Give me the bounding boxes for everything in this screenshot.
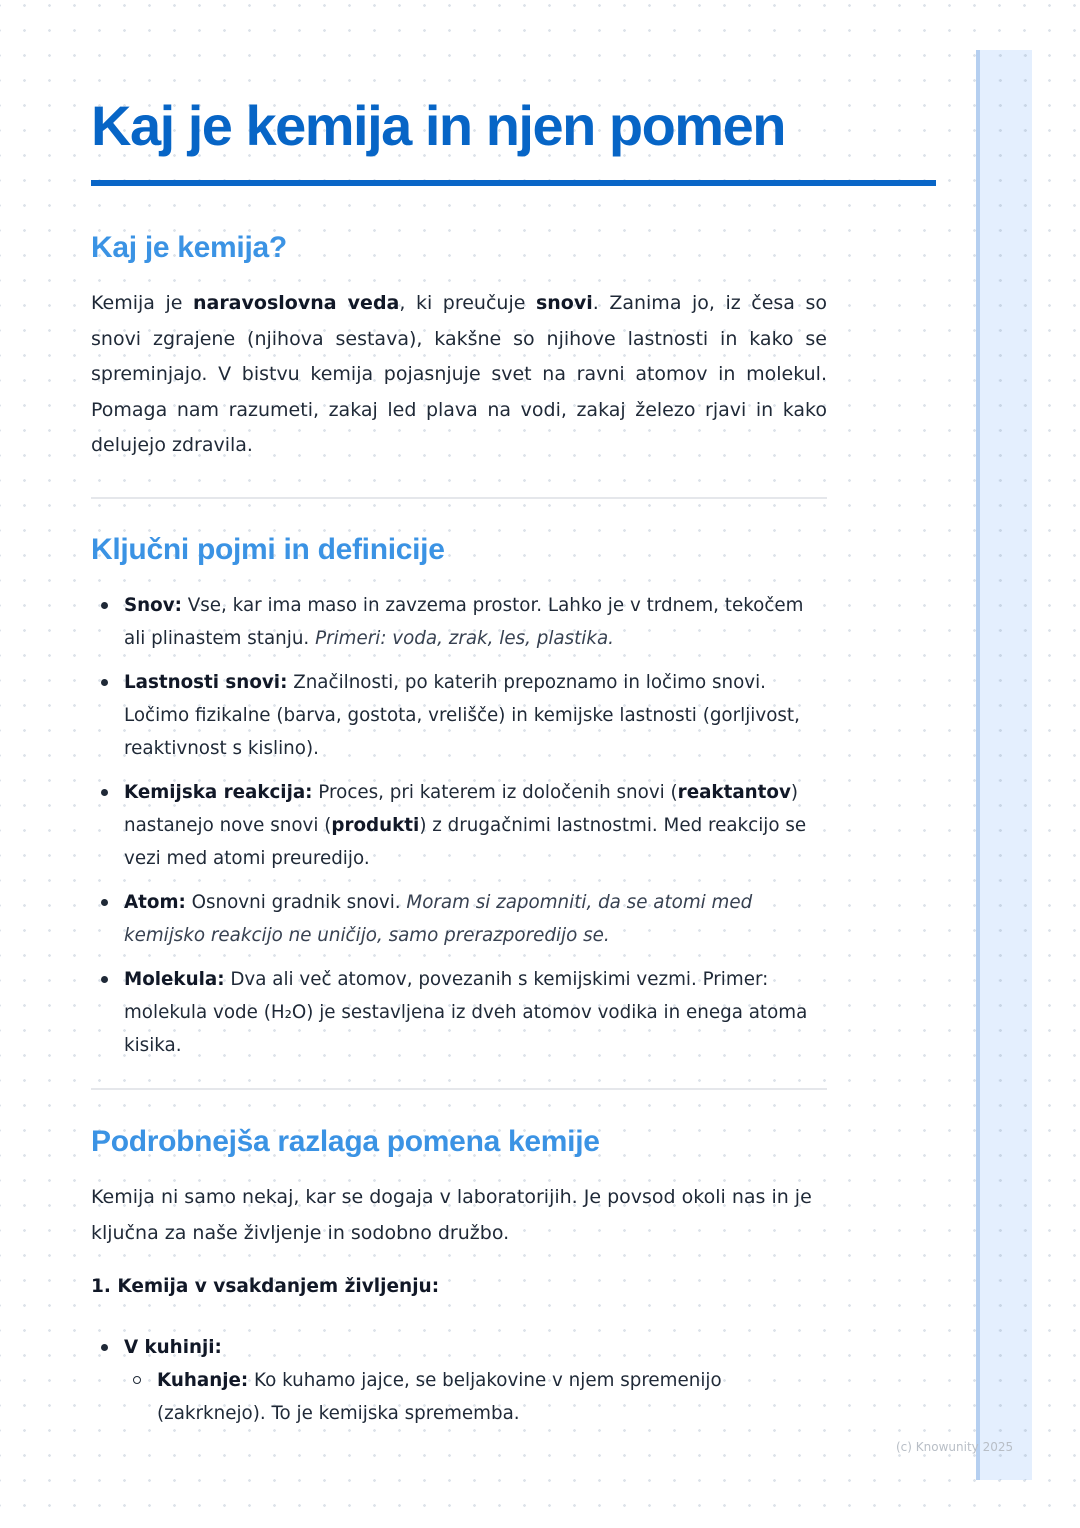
kitchen-sublist: [124, 1364, 811, 1430]
page-title: Kaj je kemija in njen pomen: [91, 94, 785, 157]
list-item-atom: Atom: Osnovni gradnik snovi. Moram si zapomniti, da se atomi med kemijsko reakcijo ne uničijo, samo prerazporedijo se.: [91, 886, 811, 952]
title-rule: [91, 180, 936, 186]
section-divider-2: [91, 1088, 827, 1090]
list-item-substance: Snov: Vse, kar ima maso in zavzema prostor. Lahko je v trdnem, tekočem ali plinastem stanju. Primeri: voda, zrak, les, plastika.: [91, 589, 811, 655]
definitions-list: [91, 589, 811, 1073]
sublist-item-cooking: Kuhanje: Ko kuhamo jajce, se beljakovine v njem spremenijo (zakrknejo). To je kemijska sprememba.: [124, 1364, 811, 1430]
list-item-properties: Lastnosti snovi: Značilnosti, po katerih prepoznamo in ločimo snovi. Ločimo fizikalne (barva, gostota, vrelišče) in kemijske lastnosti (gorljivost, reaktivnost s kislino).: [91, 666, 811, 765]
list-item-kitchen: V kuhinji: Kuhanje: Ko kuhamo jajce, se beljakovine v njem spremenijo (zakrknejo). To je kemijska sprememba.: [91, 1331, 811, 1430]
section-heading-key-terms: Ključni pojmi in definicije: [91, 533, 445, 566]
section3-intro-paragraph: Kemija ni samo nekaj, kar se dogaja v laboratorijih. Je povsod okoli nas in je ključna za naše življenje in sodobno družbo.: [91, 1186, 812, 1244]
section-heading-what-is-chemistry: Kaj je kemija?: [91, 231, 287, 264]
bold-substances: snovi: [535, 292, 593, 314]
section-heading-detailed-explanation: Podrobnejša razlaga pomena kemije: [91, 1125, 600, 1158]
list-item-chemical-reaction: Kemijska reakcija: Proces, pri katerem iz določenih snovi (reaktantov) nastanejo nove snovi (produkti) z drugačnimi lastnostmi. Med reakcijo se vezi med atomi preuredijo.: [91, 776, 811, 875]
list-item-molecule: Molekula: Dva ali več atomov, povezanih s kemijskimi vezmi. Primer: molekula vode (H₂O) je sestavljena iz dveh atomov vodika in enega atoma kisika.: [91, 963, 811, 1062]
bold-natural-science: naravoslovna veda: [192, 292, 400, 314]
footer-copyright: (c) Knowunity 2025: [896, 1440, 1014, 1454]
margin-line: [976, 50, 980, 1480]
applications-list: [91, 1331, 811, 1430]
section-divider-1: [91, 497, 827, 499]
margin-strip: [976, 50, 1032, 1480]
intro-paragraph: Kemija je naravoslovna veda, ki preučuje snovi. Zanima jo, iz česa so snovi zgrajene (njihova sestava), kakšne so njihove lastnosti in kako se spreminjajo. V bistvu kemija pojasnjuje svet na ravni atomov in molekul. Pomaga nam razumeti, zakaj led plava na vodi, zakaj železo rjavi in kako delujejo zdravila.: [91, 292, 828, 456]
subheading-everyday-life: 1. Kemija v vsakdanjem življenju:: [91, 1276, 440, 1297]
